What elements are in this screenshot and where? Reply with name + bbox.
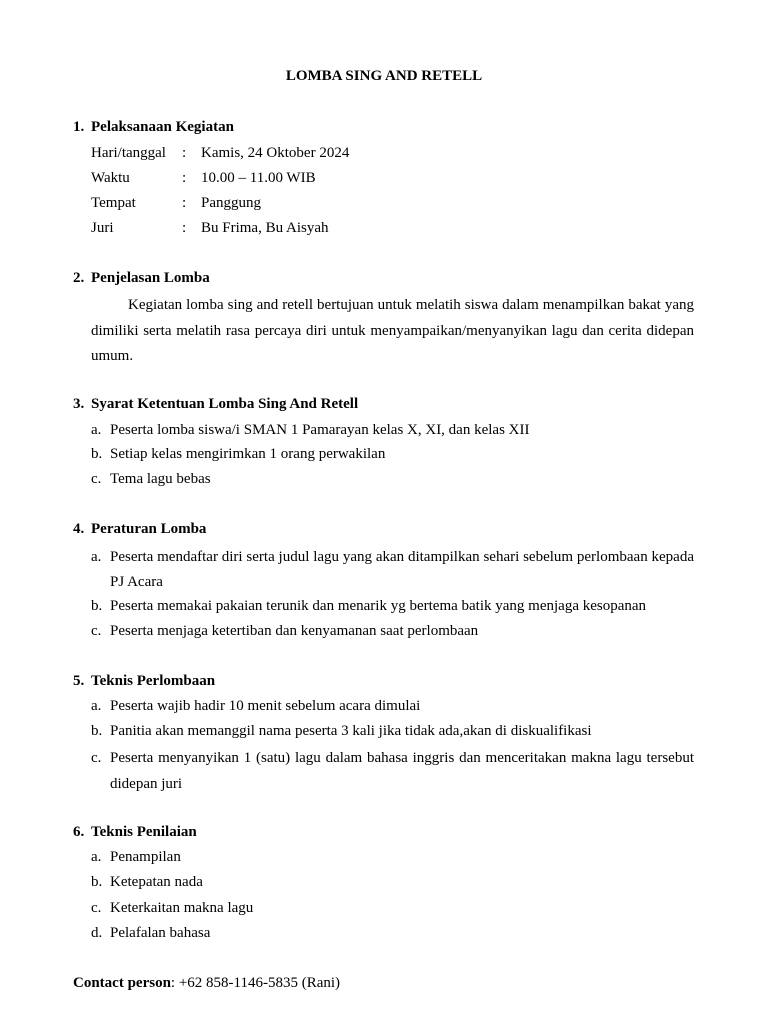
section-number: 4. [73, 521, 85, 537]
list-item [91, 872, 694, 892]
info-label: Waktu [91, 170, 130, 186]
list-text: Peserta lomba siswa/i SMAN 1 Pamarayan kelas X, XI, dan kelas XII [110, 422, 530, 438]
document-title: LOMBA SING AND RETELL [285, 68, 483, 84]
section-title: Pelaksanaan Kegiatan [91, 119, 234, 135]
list-marker: a. [91, 422, 102, 438]
list-marker: a. [91, 698, 102, 714]
list-marker: a. [91, 549, 102, 565]
section-heading-teknis-perlombaan [73, 671, 215, 691]
section-heading-peraturan [73, 519, 206, 539]
info-value: 10.00 – 11.00 WIB [201, 170, 316, 186]
list-text: Pelafalan bahasa [110, 925, 211, 941]
list-text: Peserta mendaftar diri serta judul lagu yang akan ditampilkan sehari sebelum perlombaan kepada PJ Acara [110, 549, 694, 590]
list-item [91, 721, 694, 741]
contact-label: Contact person [73, 975, 171, 991]
list-item [91, 420, 694, 440]
section-paragraph: Kegiatan lomba sing and retell bertujuan untuk melatih siswa dalam menampilkan bakat yang dimiliki serta melatih rasa percaya diri untuk menyampaikan/menyanyikan lagu dan cerita didepan umum. [91, 297, 694, 364]
list-item [91, 545, 694, 595]
list-item [91, 847, 694, 867]
list-text: Keterkaitan makna lagu [110, 900, 254, 916]
section-title: Teknis Penilaian [91, 824, 197, 840]
list-marker: c. [91, 623, 102, 639]
info-label: Juri [91, 220, 114, 236]
section-heading-pelaksanaan [73, 117, 234, 137]
list-text: Tema lagu bebas [110, 471, 211, 487]
list-marker: c. [91, 900, 102, 916]
list-marker: b. [91, 446, 103, 462]
section-heading-teknis-penilaian [73, 822, 197, 842]
info-separator: : [182, 220, 187, 236]
info-separator: : [182, 145, 187, 161]
list-item [91, 596, 694, 616]
list-text: Setiap kelas mengirimkan 1 orang perwakilan [110, 446, 386, 462]
list-marker: d. [91, 925, 103, 941]
section-number: 3. [73, 396, 85, 412]
section-number: 2. [73, 270, 85, 286]
section-number: 5. [73, 673, 85, 689]
section-number: 1. [73, 119, 85, 135]
list-item [91, 696, 694, 716]
list-marker: b. [91, 723, 103, 739]
info-value: Kamis, 24 Oktober 2024 [201, 145, 350, 161]
info-label: Hari/tanggal [91, 145, 166, 161]
list-text: Penampilan [110, 849, 181, 865]
list-marker: a. [91, 849, 102, 865]
info-value: Panggung [201, 195, 261, 211]
list-item [91, 621, 694, 641]
section-title: Peraturan Lomba [91, 521, 207, 537]
section-title: Syarat Ketentuan Lomba Sing And Retell [91, 396, 359, 412]
list-text: Panitia akan memanggil nama peserta 3 kali jika tidak ada,akan di diskualifikasi [110, 723, 592, 739]
section-heading-penjelasan [73, 268, 210, 288]
list-text: Peserta wajib hadir 10 menit sebelum acara dimulai [110, 698, 421, 714]
info-separator: : [182, 170, 187, 186]
list-text: Peserta memakai pakaian terunik dan menarik yg bertema batik yang menjaga kesopanan [110, 598, 647, 614]
list-marker: c. [91, 750, 102, 766]
section-title: Teknis Perlombaan [91, 673, 216, 689]
section-number: 6. [73, 824, 85, 840]
list-item [91, 444, 694, 464]
list-text: Ketepatan nada [110, 874, 203, 890]
info-separator: : [182, 195, 187, 211]
info-value: Bu Frima, Bu Aisyah [201, 220, 329, 236]
list-item [91, 746, 694, 797]
list-item [91, 469, 694, 489]
info-label: Tempat [91, 195, 136, 211]
list-marker: b. [91, 874, 103, 890]
section-title: Penjelasan Lomba [91, 270, 210, 286]
section-heading-syarat [73, 394, 358, 414]
list-marker: c. [91, 471, 102, 487]
contact-value: : +62 858-1146-5835 (Rani) [170, 975, 341, 991]
list-text: Peserta menjaga ketertiban dan kenyamanan saat perlombaan [110, 623, 479, 639]
list-item [91, 923, 694, 943]
list-text: Peserta menyanyikan 1 (satu) lagu dalam bahasa inggris dan menceritakan makna lagu tersebut didepan juri [110, 750, 694, 792]
list-marker: b. [91, 598, 103, 614]
contact-person [73, 973, 340, 993]
list-item [91, 898, 694, 918]
